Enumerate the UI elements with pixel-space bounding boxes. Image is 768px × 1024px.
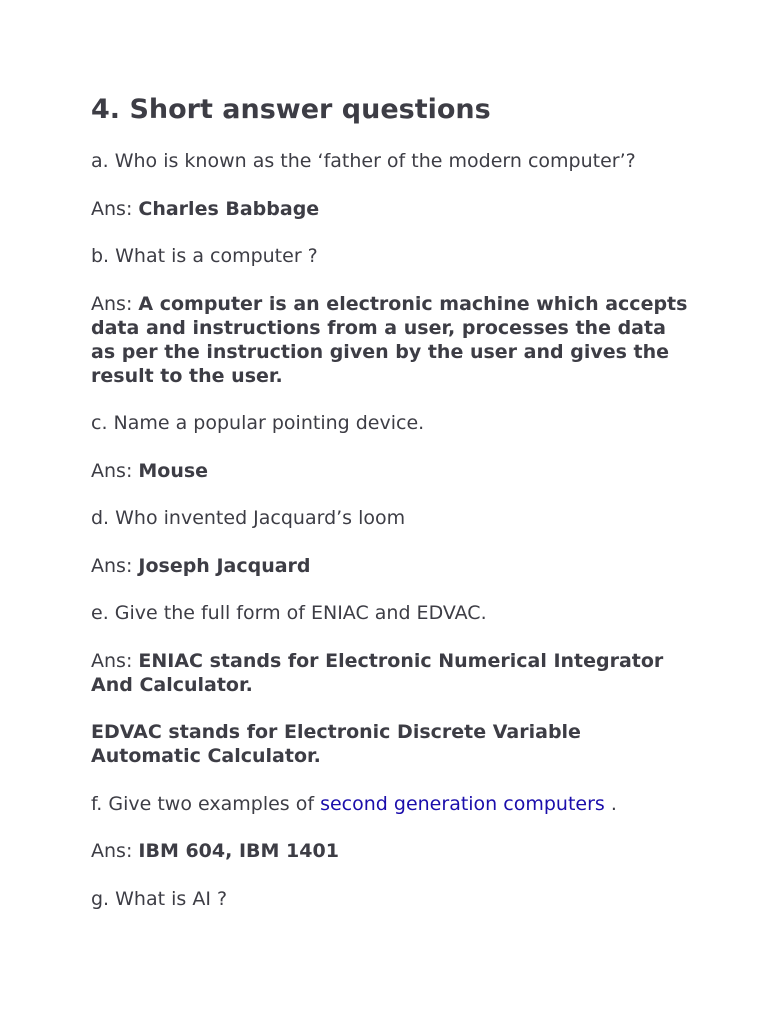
ans-label: Ans: <box>91 292 139 315</box>
question-e: e. Give the full form of ENIAC and EDVAC. <box>91 602 487 624</box>
answer-a <box>91 197 691 221</box>
answer-text: Charles Babbage <box>138 197 320 220</box>
question-g: g. What is AI ? <box>91 887 228 910</box>
section-heading: 4. Short answer questions <box>91 94 491 125</box>
ans-label: Ans: <box>91 459 139 482</box>
answer-e-eniac <box>91 649 691 697</box>
question-d: d. Who invented Jacquard’s loom <box>91 507 406 529</box>
ans-label: Ans: <box>91 649 139 672</box>
question-f <box>91 792 691 816</box>
answer-text: A computer is an electronic machine which accepts data and instructions from a user, processes the data as per the instruction given by the user and gives the result to the user. <box>91 292 688 387</box>
answer-e-edvac: EDVAC stands for Electronic Discrete Variable Automatic Calculator. <box>91 721 581 767</box>
answer-d <box>91 554 691 578</box>
answer-c <box>91 459 691 483</box>
answer-b <box>91 292 691 388</box>
ans-label: Ans: <box>91 554 139 577</box>
question-f-prefix: f. Give two examples of <box>91 792 321 815</box>
answer-text: ENIAC stands for Electronic Numerical Integrator And Calculator. <box>91 649 664 696</box>
question-f-suffix: . <box>604 792 617 815</box>
question-b: b. What is a computer ? <box>91 245 318 267</box>
ans-label: Ans: <box>91 197 139 220</box>
answer-text: Mouse <box>138 459 209 482</box>
answer-text: IBM 604, IBM 1401 <box>138 840 339 862</box>
answer-text: Joseph Jacquard <box>138 554 311 577</box>
ans-label: Ans: <box>91 840 139 862</box>
answer-f <box>91 839 691 863</box>
second-generation-computers-link[interactable]: second generation computers <box>320 792 605 815</box>
question-a: a. Who is known as the ‘father of the modern computer’? <box>91 150 636 172</box>
question-c: c. Name a popular pointing device. <box>91 412 425 434</box>
document-body <box>91 93 691 934</box>
